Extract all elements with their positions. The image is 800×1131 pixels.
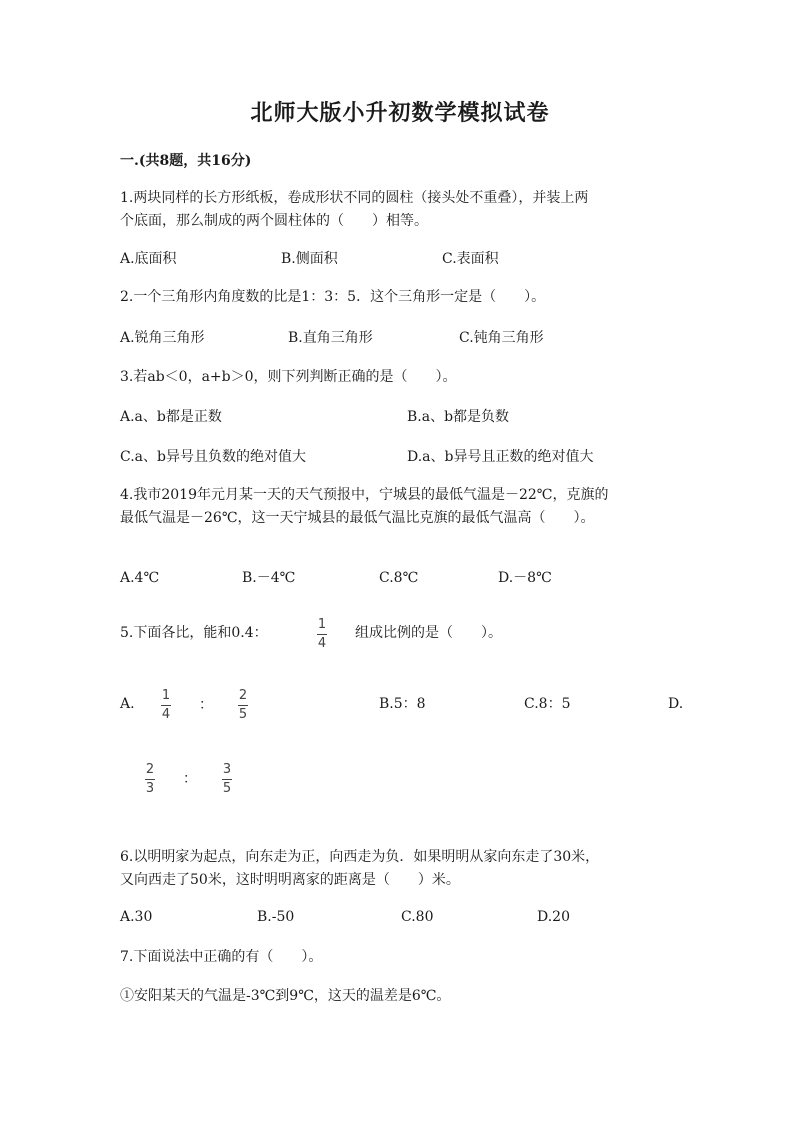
question-5-suffix: 组成比例的是（ ）。 (355, 625, 502, 641)
q4-option-a: A.4℃ (120, 570, 160, 586)
question-4-line-1: 4.我市2019年元月某一天的天气预报中，宁城县的最低气温是－22℃，克旗的 (120, 487, 609, 503)
fraction-bar (161, 705, 171, 706)
fraction-bar (238, 705, 248, 706)
q4-option-d: D.－8℃ (498, 570, 552, 586)
question-6-line-2: 又向西走了50米，这时明明离家的距离是（ ）米。 (120, 872, 460, 888)
q5-option-a-colon: ： (199, 697, 213, 713)
q2-option-c: C.钝角三角形 (459, 330, 544, 346)
q3-option-a: A.a、b都是正数 (120, 409, 222, 425)
q6-option-c: C.80 (401, 909, 434, 925)
q6-option-a: A.30 (120, 909, 153, 925)
fraction-numerator: 2 (145, 762, 155, 777)
q5-option-d-fraction-2 (222, 762, 232, 797)
fraction-denominator: 5 (238, 707, 248, 722)
fraction-numerator: 3 (222, 762, 232, 777)
fraction-denominator: 5 (222, 781, 232, 796)
fraction-bar (145, 779, 155, 780)
q5-option-b: B.5：8 (379, 696, 426, 712)
question-7-line-1: 7.下面说法中正确的有（ ）。 (120, 949, 323, 965)
q5-fraction (317, 617, 327, 652)
question-1-line-2: 个底面，那么制成的两个圆柱体的（ ）相等。 (120, 213, 428, 229)
q5-option-a-fraction-1 (161, 688, 171, 723)
question-4-line-2: 最低气温是－26℃，这一天宁城县的最低气温比克旗的最低气温高（ ）。 (120, 510, 595, 526)
q5-option-d-fraction-1 (145, 762, 155, 797)
section-heading: 一.(共8题，共16分) (120, 153, 252, 169)
fraction-denominator: 3 (145, 781, 155, 796)
q5-option-a-label: A. (120, 696, 135, 712)
fraction-numerator: 1 (161, 688, 171, 703)
question-7-item-1: ①安阳某天的气温是-3℃到9℃，这天的温差是6℃。 (120, 988, 451, 1004)
fraction-denominator: 4 (317, 636, 327, 651)
fraction-numerator: 1 (317, 617, 327, 632)
question-3-line-1: 3.若ab＜0，a+b＞0，则下列判断正确的是（ ）。 (120, 369, 457, 385)
q1-option-c: C.表面积 (442, 251, 499, 267)
q2-option-b: B.直角三角形 (288, 330, 373, 346)
q6-option-d: D.20 (537, 909, 570, 925)
q1-option-b: B.侧面积 (281, 251, 338, 267)
q4-option-c: C.8℃ (379, 570, 419, 586)
question-2-line-1: 2.一个三角形内角度数的比是1：3：5．这个三角形一定是（ ）。 (120, 289, 546, 305)
q3-option-c: C.a、b异号且负数的绝对值大 (120, 449, 306, 465)
question-6-line-1: 6.以明明家为起点，向东走为正，向西走为负．如果明明从家向东走了30米， (120, 849, 600, 865)
page-title: 北师大版小升初数学模拟试卷 (250, 100, 550, 126)
q5-option-a-fraction-2 (238, 688, 248, 723)
fraction-numerator: 2 (238, 688, 248, 703)
fraction-bar (317, 634, 327, 635)
q1-option-a: A.底面积 (120, 251, 177, 267)
q5-option-d-colon: ： (183, 771, 197, 787)
fraction-denominator: 4 (161, 707, 171, 722)
q5-option-d-label: D. (668, 696, 684, 712)
q5-option-c: C.8：5 (524, 696, 571, 712)
q4-option-b: B.－4℃ (242, 570, 296, 586)
q3-option-b: B.a、b都是负数 (407, 409, 510, 425)
q3-option-d: D.a、b异号且正数的绝对值大 (407, 449, 594, 465)
q2-option-a: A.锐角三角形 (120, 330, 205, 346)
question-1-line-1: 1.两块同样的长方形纸板，卷成形状不同的圆柱（接头处不重叠），并装上两 (120, 190, 589, 206)
q6-option-b: B.-50 (257, 909, 295, 925)
fraction-bar (222, 779, 232, 780)
question-5-prefix: 5.下面各比，能和0.4： (120, 625, 268, 641)
